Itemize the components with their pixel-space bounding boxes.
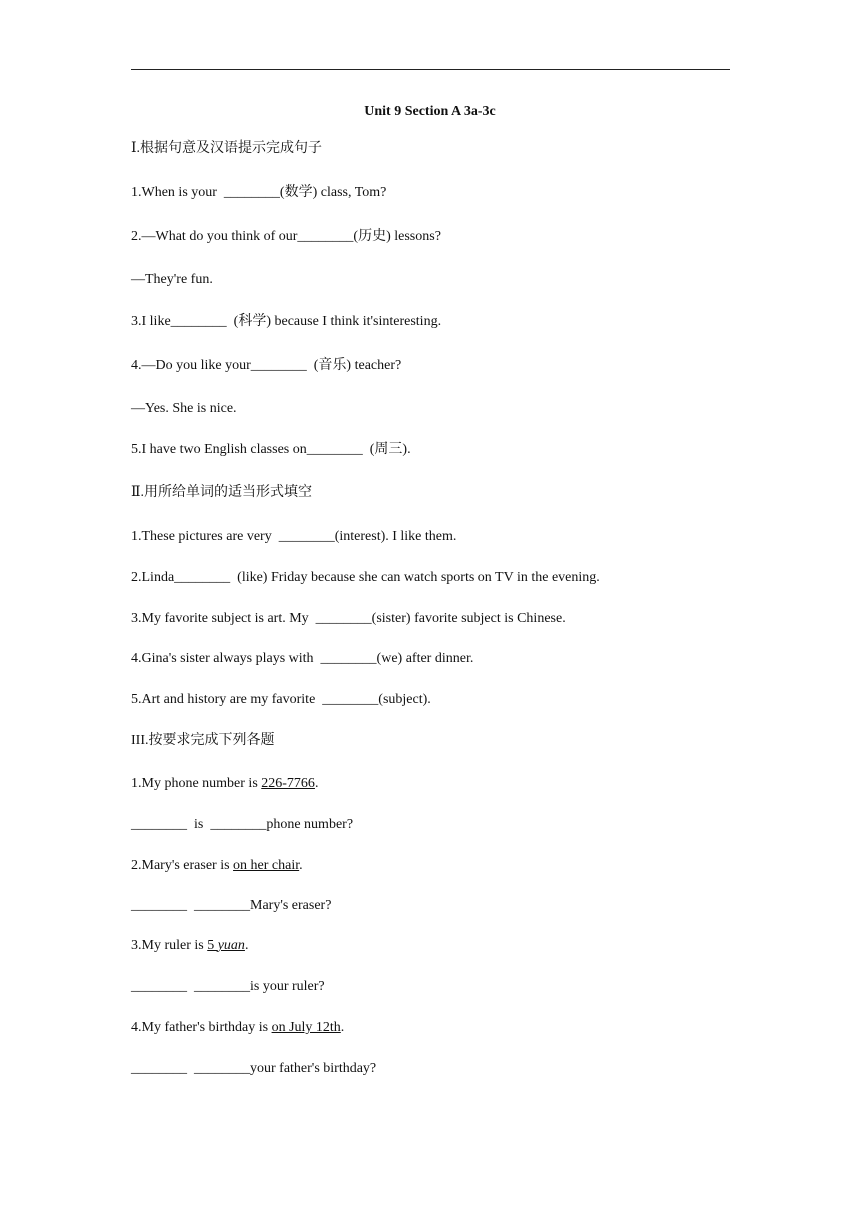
line-text: 5.I have two English classes on________ (周三).	[131, 442, 411, 457]
line-text: 2.—What do you think of our________(历史) lessons?	[131, 229, 441, 244]
worksheet-title: Unit 9 Section A 3a-3c	[364, 104, 496, 119]
line-text: 1.These pictures are very ________(interest). I like them.	[131, 529, 457, 544]
line-text: .	[340, 1020, 345, 1035]
line-text: 1.When is your ________(数学) class, Tom?	[131, 185, 387, 200]
worksheet-line	[131, 897, 331, 915]
line-text: 4.—Do you like your________ (音乐) teacher?	[131, 358, 402, 373]
worksheet-line	[131, 140, 322, 158]
underlined-text: yuan	[217, 938, 245, 953]
worksheet-line	[131, 978, 325, 996]
worksheet-line	[131, 1060, 376, 1078]
line-text: 3.My ruler is	[131, 938, 208, 953]
worksheet-line	[131, 441, 411, 459]
line-text: .	[244, 938, 249, 953]
header-rule	[131, 69, 730, 70]
line-text: Ⅱ.用所给单词的适当形式填空	[131, 485, 313, 500]
line-text: ________ ________your father's birthday?	[131, 1061, 377, 1076]
line-text: ________ is ________phone number?	[131, 817, 354, 832]
line-text: .	[314, 776, 319, 791]
line-text: ________ ________Mary's eraser?	[131, 898, 332, 913]
worksheet-line	[131, 228, 441, 246]
line-text: ________ ________is your ruler?	[131, 979, 325, 994]
underlined-text: on her chair	[233, 858, 300, 873]
worksheet-line	[131, 650, 473, 668]
worksheet-line	[131, 528, 456, 546]
worksheet-line	[131, 610, 566, 628]
line-text: —They're fun.	[131, 272, 213, 287]
worksheet-line	[131, 816, 353, 834]
worksheet-line	[131, 775, 318, 793]
worksheet-line	[131, 313, 441, 331]
worksheet-line	[131, 569, 600, 587]
line-text: 3.I like________ (科学) because I think it'sinteresting.	[131, 314, 442, 329]
worksheet-line	[131, 857, 303, 875]
line-text: Ⅰ.根据句意及汉语提示完成句子	[131, 141, 323, 156]
line-text: 2.Linda________ (like) Friday because she can watch sports on TV in the evening.	[131, 570, 600, 585]
line-text: 5.Art and history are my favorite ________(subject).	[131, 692, 431, 707]
underlined-text: 226-7766	[261, 776, 315, 791]
worksheet-line	[131, 732, 275, 750]
worksheet-line	[131, 271, 213, 289]
line-text: 1.My phone number is	[131, 776, 262, 791]
line-text: 3.My favorite subject is art. My ________(sister) favorite subject is Chinese.	[131, 611, 566, 626]
line-text: 2.Mary's eraser is	[131, 858, 234, 873]
line-text: .	[299, 858, 303, 873]
underlined-text: on July 12th	[271, 1020, 341, 1035]
worksheet-line	[131, 484, 312, 502]
worksheet-line	[131, 1019, 344, 1037]
worksheet-line	[131, 400, 237, 418]
worksheet-line	[131, 184, 386, 202]
worksheet-line	[131, 357, 401, 375]
line-text: —Yes. She is nice.	[131, 401, 237, 416]
line-text: III.按要求完成下列各题	[131, 733, 275, 748]
line-text: 4.Gina's sister always plays with ________(we) after dinner.	[131, 651, 474, 666]
line-text: 4.My father's birthday is	[131, 1020, 272, 1035]
underlined-text: 5	[207, 938, 218, 953]
worksheet-line	[131, 691, 431, 709]
worksheet-line	[131, 937, 248, 955]
